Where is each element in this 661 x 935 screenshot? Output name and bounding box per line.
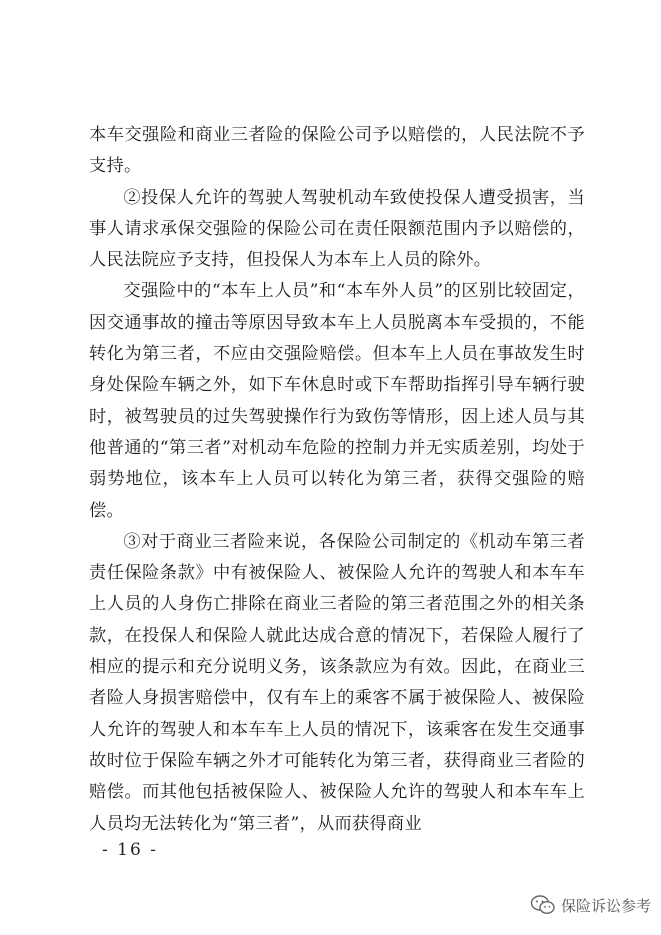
paragraph-3: ③对于商业三者险来说，各保险公司制定的《机动车第三者责任保险条款》中有被保险人、被保险人允许的驾驶人和本车车上人员的人身伤亡排除在商业三者险的第三者范围之外的相关条款，在投保人和保险人就此达成合意的情况下，若保险人履行了相应的提示和充分说明义务，该条款应为有效。因此，在商业三者险人身损害赔偿中，仅有车上的乘客不属于被保险人、被保险人允许的驾驶人和本车车上人员的情况下，该乘客在发生交通事故时位于保险车辆之外才可能转化为第三者，获得商业三者险的赔偿。而其他包括被保险人、被保险人允许的驾驶人和本车车上人员均无法转化为“第三者”，从而获得商业 [89,531,585,834]
document-body [89,120,585,840]
paragraph-jiaoqiangxian: 交强险中的“本车上人员”和“本车外人员”的区别比较固定，因交通事故的撞击等原因导致本车上人员脱离本车受损的，不能转化为第三者，不应由交强险赔偿。但本车上人员在事故发生时身处保险车辆之外，如下车休息时或下车帮助指挥引导车辆行驶时，被驾驶员的过失驾驶操作行为致伤等情形，因上述人员与其他普通的“第三者”对机动车危险的控制力并无实质差别，均处于弱势地位，该本车上人员可以转化为第三者，获得交强险的赔偿。 [89,281,585,521]
watermark [530,894,651,916]
paragraph-2: ②投保人允许的驾驶人驾驶机动车致使投保人遭受损害，当事人请求承保交强险的保险公司在责任限额范围内予以赔偿的，人民法院应予支持，但投保人为本车上人员的除外。 [89,187,585,271]
paragraph-continuation: 本车交强险和商业三者险的保险公司予以赔偿的，人民法院不予支持。 [89,125,585,177]
watermark-text: 保险诉讼参考 [560,896,651,915]
wechat-icon [530,894,556,916]
page-number: - 16 - [102,840,158,860]
